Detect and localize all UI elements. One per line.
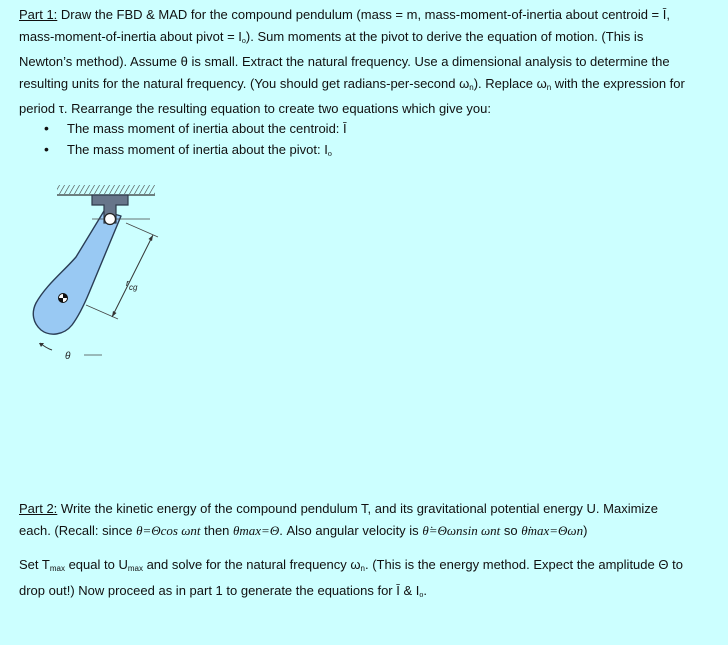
compound-pendulum-diagram bbox=[0, 175, 220, 375]
part1-line4b: ). Replace ω bbox=[473, 75, 547, 91]
theta-label: θ bbox=[65, 351, 71, 362]
pivot-pin bbox=[105, 214, 116, 225]
part1-line2a: mass-moment-of-inertia about pivot = I bbox=[19, 28, 242, 44]
rcg-label: rcg bbox=[126, 278, 138, 292]
rcg-arrow-bottom bbox=[112, 311, 117, 317]
equation-theta-dot-max: θ̇max=Θωn bbox=[521, 522, 584, 538]
part2-line1: Write the kinetic energy of the compound pendulum T, and its gravitational potential energy U. Maximize bbox=[57, 501, 659, 516]
part2-so: so bbox=[500, 522, 522, 538]
energy-line1a: Set T bbox=[19, 557, 50, 572]
subscript-o: o bbox=[327, 149, 332, 158]
part2-close-paren: ) bbox=[583, 522, 588, 538]
bullet-pivot bbox=[44, 139, 347, 164]
equation-theta-dot: θ̇=Θωnsin ωnt bbox=[422, 522, 501, 538]
center-of-gravity-icon bbox=[59, 294, 68, 303]
energy-line1c: and solve for the natural frequency ω bbox=[142, 557, 361, 572]
equation-theta-max: θmax=Θ bbox=[233, 522, 280, 538]
energy-line2a: drop out!) Now proceed as in part 1 to generate the equations for Ī & I bbox=[19, 582, 420, 598]
subscript-max: max bbox=[49, 564, 65, 573]
pendulum-body bbox=[33, 211, 121, 334]
subscript-o: o bbox=[241, 35, 246, 45]
part2-line2c: . Also angular velocity is bbox=[279, 522, 423, 538]
subscript-n: n bbox=[546, 82, 552, 92]
rcg-arrow-top bbox=[149, 235, 154, 241]
equation-theta-cos: θ=Θcos ωnt bbox=[136, 522, 201, 538]
part1-line3: Newton’s method). Assume θ is small. Extract the natural frequency. Use a dimensional analysis to determine the bbox=[19, 54, 670, 70]
part2-energy-paragraph bbox=[19, 554, 719, 605]
subscript-o: o bbox=[419, 589, 424, 599]
part2-label: Part 2: bbox=[19, 501, 58, 516]
part1-label: Part 1: bbox=[19, 7, 58, 22]
subscript-max: max bbox=[127, 564, 143, 573]
part1-line5: period τ. Rearrange the resulting equation to create two equations which give you: bbox=[19, 101, 491, 117]
part1-line4a: resulting units for the natural frequency. (You should get radians-per-second ω bbox=[19, 75, 470, 91]
part1-paragraph bbox=[19, 4, 719, 120]
energy-line2b: . bbox=[423, 582, 427, 598]
part2-then: then bbox=[200, 522, 234, 538]
rcg-dimension-line bbox=[112, 235, 153, 317]
part1-line2b: ). Sum moments at the pivot to derive the equation of motion. (This is bbox=[245, 28, 644, 44]
bullet-pivot-text: The mass moment of inertia about the pivot: I bbox=[67, 142, 328, 157]
part1-line4c: with the expression for bbox=[551, 75, 685, 91]
part1-line1: Draw the FBD & MAD for the compound pendulum (mass = m, mass-moment-of-inertia about centroid = Ī, bbox=[57, 7, 670, 22]
subscript-n: n bbox=[360, 564, 365, 573]
energy-line1b: equal to U bbox=[64, 557, 128, 572]
part2-line2a: each. (Recall: since bbox=[19, 522, 137, 538]
bullet-centroid bbox=[44, 118, 347, 139]
bullet-centroid-text: The mass moment of inertia about the centroid: Ī bbox=[67, 121, 347, 136]
rcg-extension-top bbox=[126, 223, 158, 237]
bullet-list bbox=[44, 118, 347, 164]
ceiling-hatch bbox=[57, 185, 155, 194]
subscript-n: n bbox=[469, 82, 474, 92]
part2-paragraph bbox=[19, 498, 719, 541]
energy-line1d: . (This is the energy method. Expect the amplitude Θ to bbox=[364, 557, 683, 572]
